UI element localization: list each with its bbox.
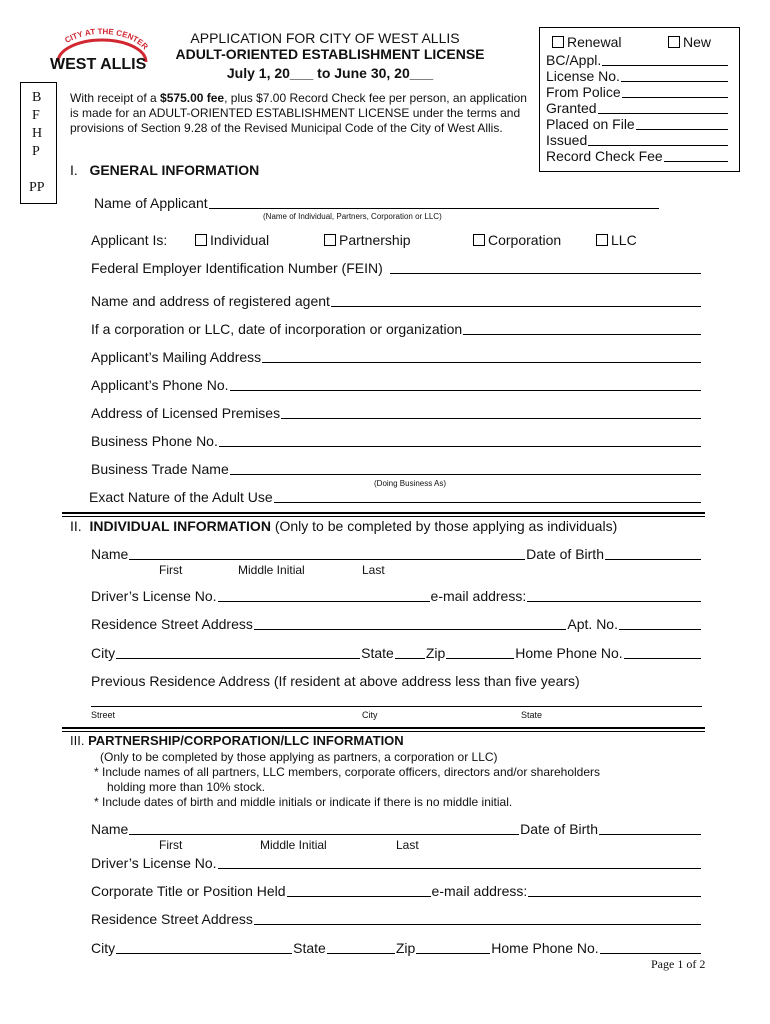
individual-first-hint: First bbox=[159, 563, 183, 577]
trade-name-field[interactable] bbox=[91, 461, 702, 477]
incorporation-date-line[interactable] bbox=[463, 321, 701, 335]
corporation-checkbox[interactable] bbox=[473, 234, 485, 246]
incorporation-date-field[interactable] bbox=[91, 321, 702, 337]
partner-residence-label: Residence Street Address bbox=[91, 911, 253, 927]
section2-heading bbox=[70, 518, 617, 534]
applicant-is-label: Applicant Is: bbox=[91, 232, 168, 248]
adult-use-nature-label: Exact Nature of the Adult Use bbox=[89, 489, 273, 505]
new-label: New bbox=[683, 34, 712, 50]
office-field-granted[interactable] bbox=[546, 100, 729, 116]
side-code-b: B bbox=[32, 90, 42, 105]
partner-title-line[interactable] bbox=[287, 883, 431, 897]
intro-paragraph bbox=[70, 91, 532, 136]
section2-number: II. bbox=[70, 518, 82, 534]
partner-city-line[interactable] bbox=[116, 940, 292, 954]
partner-dob-label: Date of Birth bbox=[520, 821, 598, 837]
office-field-label: BC/Appl. bbox=[546, 52, 602, 68]
applicant-phone-field[interactable] bbox=[91, 377, 702, 393]
office-field-license-no[interactable] bbox=[546, 68, 729, 84]
individual-state-line[interactable] bbox=[395, 645, 425, 659]
individual-residence-label: Residence Street Address bbox=[91, 616, 253, 632]
side-code-f: F bbox=[32, 108, 40, 123]
section3-title: PARTNERSHIP/CORPORATION/LLC INFORMATION bbox=[88, 733, 404, 748]
adult-use-nature-field[interactable] bbox=[89, 489, 702, 505]
type-partnership-option[interactable] bbox=[324, 232, 411, 248]
side-code-pp: PP bbox=[29, 180, 45, 195]
partner-dob-line[interactable] bbox=[599, 821, 701, 835]
section3-heading bbox=[70, 733, 404, 748]
renewal-label: Renewal bbox=[567, 34, 622, 50]
individual-zip-line[interactable] bbox=[446, 645, 514, 659]
partner-email-line[interactable] bbox=[528, 883, 701, 897]
mailing-address-line[interactable] bbox=[262, 349, 701, 363]
individual-residence-row[interactable] bbox=[91, 616, 702, 632]
office-field-line[interactable] bbox=[602, 52, 728, 66]
office-field-placed-on-file[interactable] bbox=[546, 116, 729, 132]
individual-zip-label: Zip bbox=[425, 645, 446, 661]
business-phone-field[interactable] bbox=[91, 433, 702, 449]
partnership-checkbox[interactable] bbox=[324, 234, 336, 246]
partner-middle-hint: Middle Initial bbox=[260, 838, 327, 852]
individual-home-phone-line[interactable] bbox=[624, 645, 701, 659]
partner-residence-line[interactable] bbox=[254, 911, 701, 925]
name-of-applicant-hint: (Name of Individual, Partners, Corporation or LLC) bbox=[263, 212, 442, 221]
renewal-checkbox[interactable] bbox=[552, 36, 564, 48]
office-field-record-check-fee[interactable] bbox=[546, 148, 729, 164]
individual-license-email-row[interactable] bbox=[91, 588, 702, 604]
individual-apt-label: Apt. No. bbox=[567, 616, 618, 632]
partner-email-label: e-mail address: bbox=[431, 883, 528, 899]
office-field-from-police[interactable] bbox=[546, 84, 729, 100]
licensed-premises-line[interactable] bbox=[281, 405, 701, 419]
side-code-h: H bbox=[32, 126, 43, 141]
name-of-applicant-line[interactable] bbox=[209, 195, 659, 209]
partner-title-label: Corporate Title or Position Held bbox=[91, 883, 286, 899]
section3-note4: * Include dates of birth and middle initials or indicate if there is no middle initial. bbox=[94, 795, 513, 809]
type-individual-option[interactable] bbox=[195, 232, 269, 248]
individual-city-row[interactable] bbox=[91, 645, 702, 661]
previous-state-hint: State bbox=[521, 710, 543, 720]
registered-agent-field[interactable] bbox=[91, 293, 702, 309]
type-corporation-option[interactable] bbox=[473, 232, 561, 248]
partner-name-line[interactable] bbox=[129, 821, 519, 835]
partner-drivers-license-line[interactable] bbox=[218, 855, 701, 869]
section1-heading bbox=[70, 162, 259, 178]
individual-name-label: Name bbox=[91, 546, 129, 562]
dba-hint: (Doing Business As) bbox=[374, 479, 447, 488]
corporation-label: Corporation bbox=[488, 232, 562, 248]
trade-name-line[interactable] bbox=[230, 461, 701, 475]
section2-subtitle: (Only to be completed by those applying as individuals) bbox=[274, 518, 618, 534]
partner-title-email-row[interactable] bbox=[91, 883, 702, 899]
individual-home-phone-label: Home Phone No. bbox=[515, 645, 623, 661]
llc-checkbox[interactable] bbox=[596, 234, 608, 246]
previous-residence-line[interactable] bbox=[91, 706, 702, 707]
individual-name-line[interactable] bbox=[129, 546, 525, 560]
header-line1: APPLICATION FOR CITY OF WEST ALLIS bbox=[190, 30, 460, 46]
mailing-address-label: Applicant’s Mailing Address bbox=[91, 349, 262, 365]
section3-note2: * Include names of all partners, LLC members, corporate officers, directors and/or shareholders bbox=[94, 765, 601, 779]
individual-label: Individual bbox=[210, 232, 270, 248]
section2-divider bbox=[62, 512, 705, 517]
office-field-line[interactable] bbox=[636, 116, 728, 130]
individual-drivers-license-label: Driver’s License No. bbox=[91, 588, 217, 604]
adult-use-nature-line[interactable] bbox=[274, 489, 701, 503]
office-field-label: Granted bbox=[546, 100, 597, 116]
section1-title: GENERAL INFORMATION bbox=[89, 162, 260, 178]
individual-residence-line[interactable] bbox=[254, 616, 567, 630]
partner-home-phone-label: Home Phone No. bbox=[491, 940, 599, 956]
header-line2: ADULT-ORIENTED ESTABLISHMENT LICENSE bbox=[175, 46, 485, 62]
individual-name-row[interactable] bbox=[91, 546, 702, 562]
business-phone-line[interactable] bbox=[219, 433, 701, 447]
name-of-applicant-field[interactable] bbox=[94, 195, 660, 211]
previous-street-hint: Street bbox=[91, 710, 116, 720]
partner-residence-field[interactable] bbox=[91, 911, 702, 927]
renewal-option[interactable] bbox=[552, 34, 621, 50]
partner-state-line[interactable] bbox=[327, 940, 395, 954]
previous-city-hint: City bbox=[362, 710, 378, 720]
incorporation-date-label: If a corporation or LLC, date of incorporation or organization bbox=[91, 321, 463, 337]
office-field-label: Placed on File bbox=[546, 116, 635, 132]
individual-last-hint: Last bbox=[362, 563, 385, 577]
individual-dob-line[interactable] bbox=[605, 546, 701, 560]
applicant-type-row bbox=[91, 232, 711, 250]
individual-middle-hint: Middle Initial bbox=[238, 563, 305, 577]
intro-pre: With receipt of a bbox=[70, 91, 161, 105]
office-field-label: Record Check Fee bbox=[546, 148, 663, 164]
side-code-p: P bbox=[32, 144, 40, 159]
applicant-phone-label: Applicant’s Phone No. bbox=[91, 377, 229, 393]
individual-checkbox[interactable] bbox=[195, 234, 207, 246]
office-field-issued[interactable] bbox=[546, 132, 729, 148]
registered-agent-label: Name and address of registered agent bbox=[91, 293, 330, 309]
partner-city-row[interactable] bbox=[91, 940, 702, 956]
section1-number: I. bbox=[70, 162, 78, 178]
individual-apt-line[interactable] bbox=[619, 616, 701, 630]
office-field-line[interactable] bbox=[664, 148, 728, 162]
previous-residence-label: Previous Residence Address (If resident at above address less than five years) bbox=[91, 673, 580, 689]
logo-arc-text: CITY AT THE CENTER bbox=[63, 26, 150, 52]
individual-dob-label: Date of Birth bbox=[526, 546, 604, 562]
individual-city-label: City bbox=[91, 645, 116, 661]
city-logo bbox=[48, 26, 158, 76]
new-option[interactable] bbox=[668, 34, 711, 50]
office-field-line[interactable] bbox=[622, 84, 728, 98]
partner-drivers-license-label: Driver’s License No. bbox=[91, 855, 217, 871]
office-field-label: License No. bbox=[546, 68, 620, 84]
individual-drivers-license-line[interactable] bbox=[218, 588, 430, 602]
individual-email-label: e-mail address: bbox=[430, 588, 527, 604]
mailing-address-field[interactable] bbox=[91, 349, 702, 365]
applicant-phone-line[interactable] bbox=[230, 377, 702, 391]
section3-number: III. bbox=[70, 733, 85, 748]
section3-divider bbox=[62, 727, 705, 732]
section3-note3: holding more than 10% stock. bbox=[107, 780, 266, 794]
partnership-label: Partnership bbox=[339, 232, 411, 248]
office-field-label: From Police bbox=[546, 84, 621, 100]
partner-home-phone-line[interactable] bbox=[600, 940, 701, 954]
intro-post: , plus $7.00 Record Check fee per person, an application is made for an ADULT-ORIENTED ESTABLISHMENT LICENSE under the terms and provisions of Section 9.28 of the Revised Municipal Code of the City of West Allis. bbox=[70, 91, 527, 135]
individual-city-line[interactable] bbox=[116, 645, 360, 659]
individual-state-label: State bbox=[361, 645, 394, 661]
office-field-bc-appl[interactable] bbox=[546, 52, 729, 68]
fein-label: Federal Employer Identification Number (FEIN) bbox=[91, 260, 383, 276]
partner-last-hint: Last bbox=[396, 838, 419, 852]
logo-name: WEST ALLIS bbox=[50, 56, 147, 73]
fein-field[interactable] bbox=[91, 260, 702, 276]
individual-email-line[interactable] bbox=[527, 588, 701, 602]
name-of-applicant-label: Name of Applicant bbox=[94, 195, 208, 211]
office-field-line[interactable] bbox=[598, 100, 728, 114]
partner-name-label: Name bbox=[91, 821, 129, 837]
business-phone-label: Business Phone No. bbox=[91, 433, 218, 449]
llc-label: LLC bbox=[611, 232, 637, 248]
office-field-line[interactable] bbox=[588, 132, 728, 146]
trade-name-label: Business Trade Name bbox=[91, 461, 229, 477]
intro-fee: $575.00 fee bbox=[160, 91, 225, 105]
office-field-label: Issued bbox=[546, 132, 588, 148]
header-line3: July 1, 20___ to June 30, 20___ bbox=[226, 65, 434, 81]
licensed-premises-label: Address of Licensed Premises bbox=[91, 405, 281, 421]
type-llc-option[interactable] bbox=[596, 232, 637, 248]
licensed-premises-field[interactable] bbox=[91, 405, 702, 421]
office-field-line[interactable] bbox=[621, 68, 728, 82]
fein-line[interactable] bbox=[390, 260, 701, 274]
partner-state-label: State bbox=[293, 940, 326, 956]
partner-zip-line[interactable] bbox=[416, 940, 490, 954]
section2-title: INDIVIDUAL INFORMATION bbox=[89, 518, 271, 534]
page-number: Page 1 of 2 bbox=[651, 957, 706, 971]
registered-agent-line[interactable] bbox=[331, 293, 701, 307]
partner-city-label: City bbox=[91, 940, 116, 956]
new-checkbox[interactable] bbox=[668, 36, 680, 48]
side-code-box bbox=[20, 82, 57, 204]
partner-name-row[interactable] bbox=[91, 821, 702, 837]
office-use-box bbox=[539, 27, 740, 172]
partner-zip-label: Zip bbox=[395, 940, 416, 956]
section3-note1: (Only to be completed by those applying as partners, a corporation or LLC) bbox=[100, 750, 498, 764]
partner-drivers-license-field[interactable] bbox=[91, 855, 702, 871]
partner-first-hint: First bbox=[159, 838, 183, 852]
